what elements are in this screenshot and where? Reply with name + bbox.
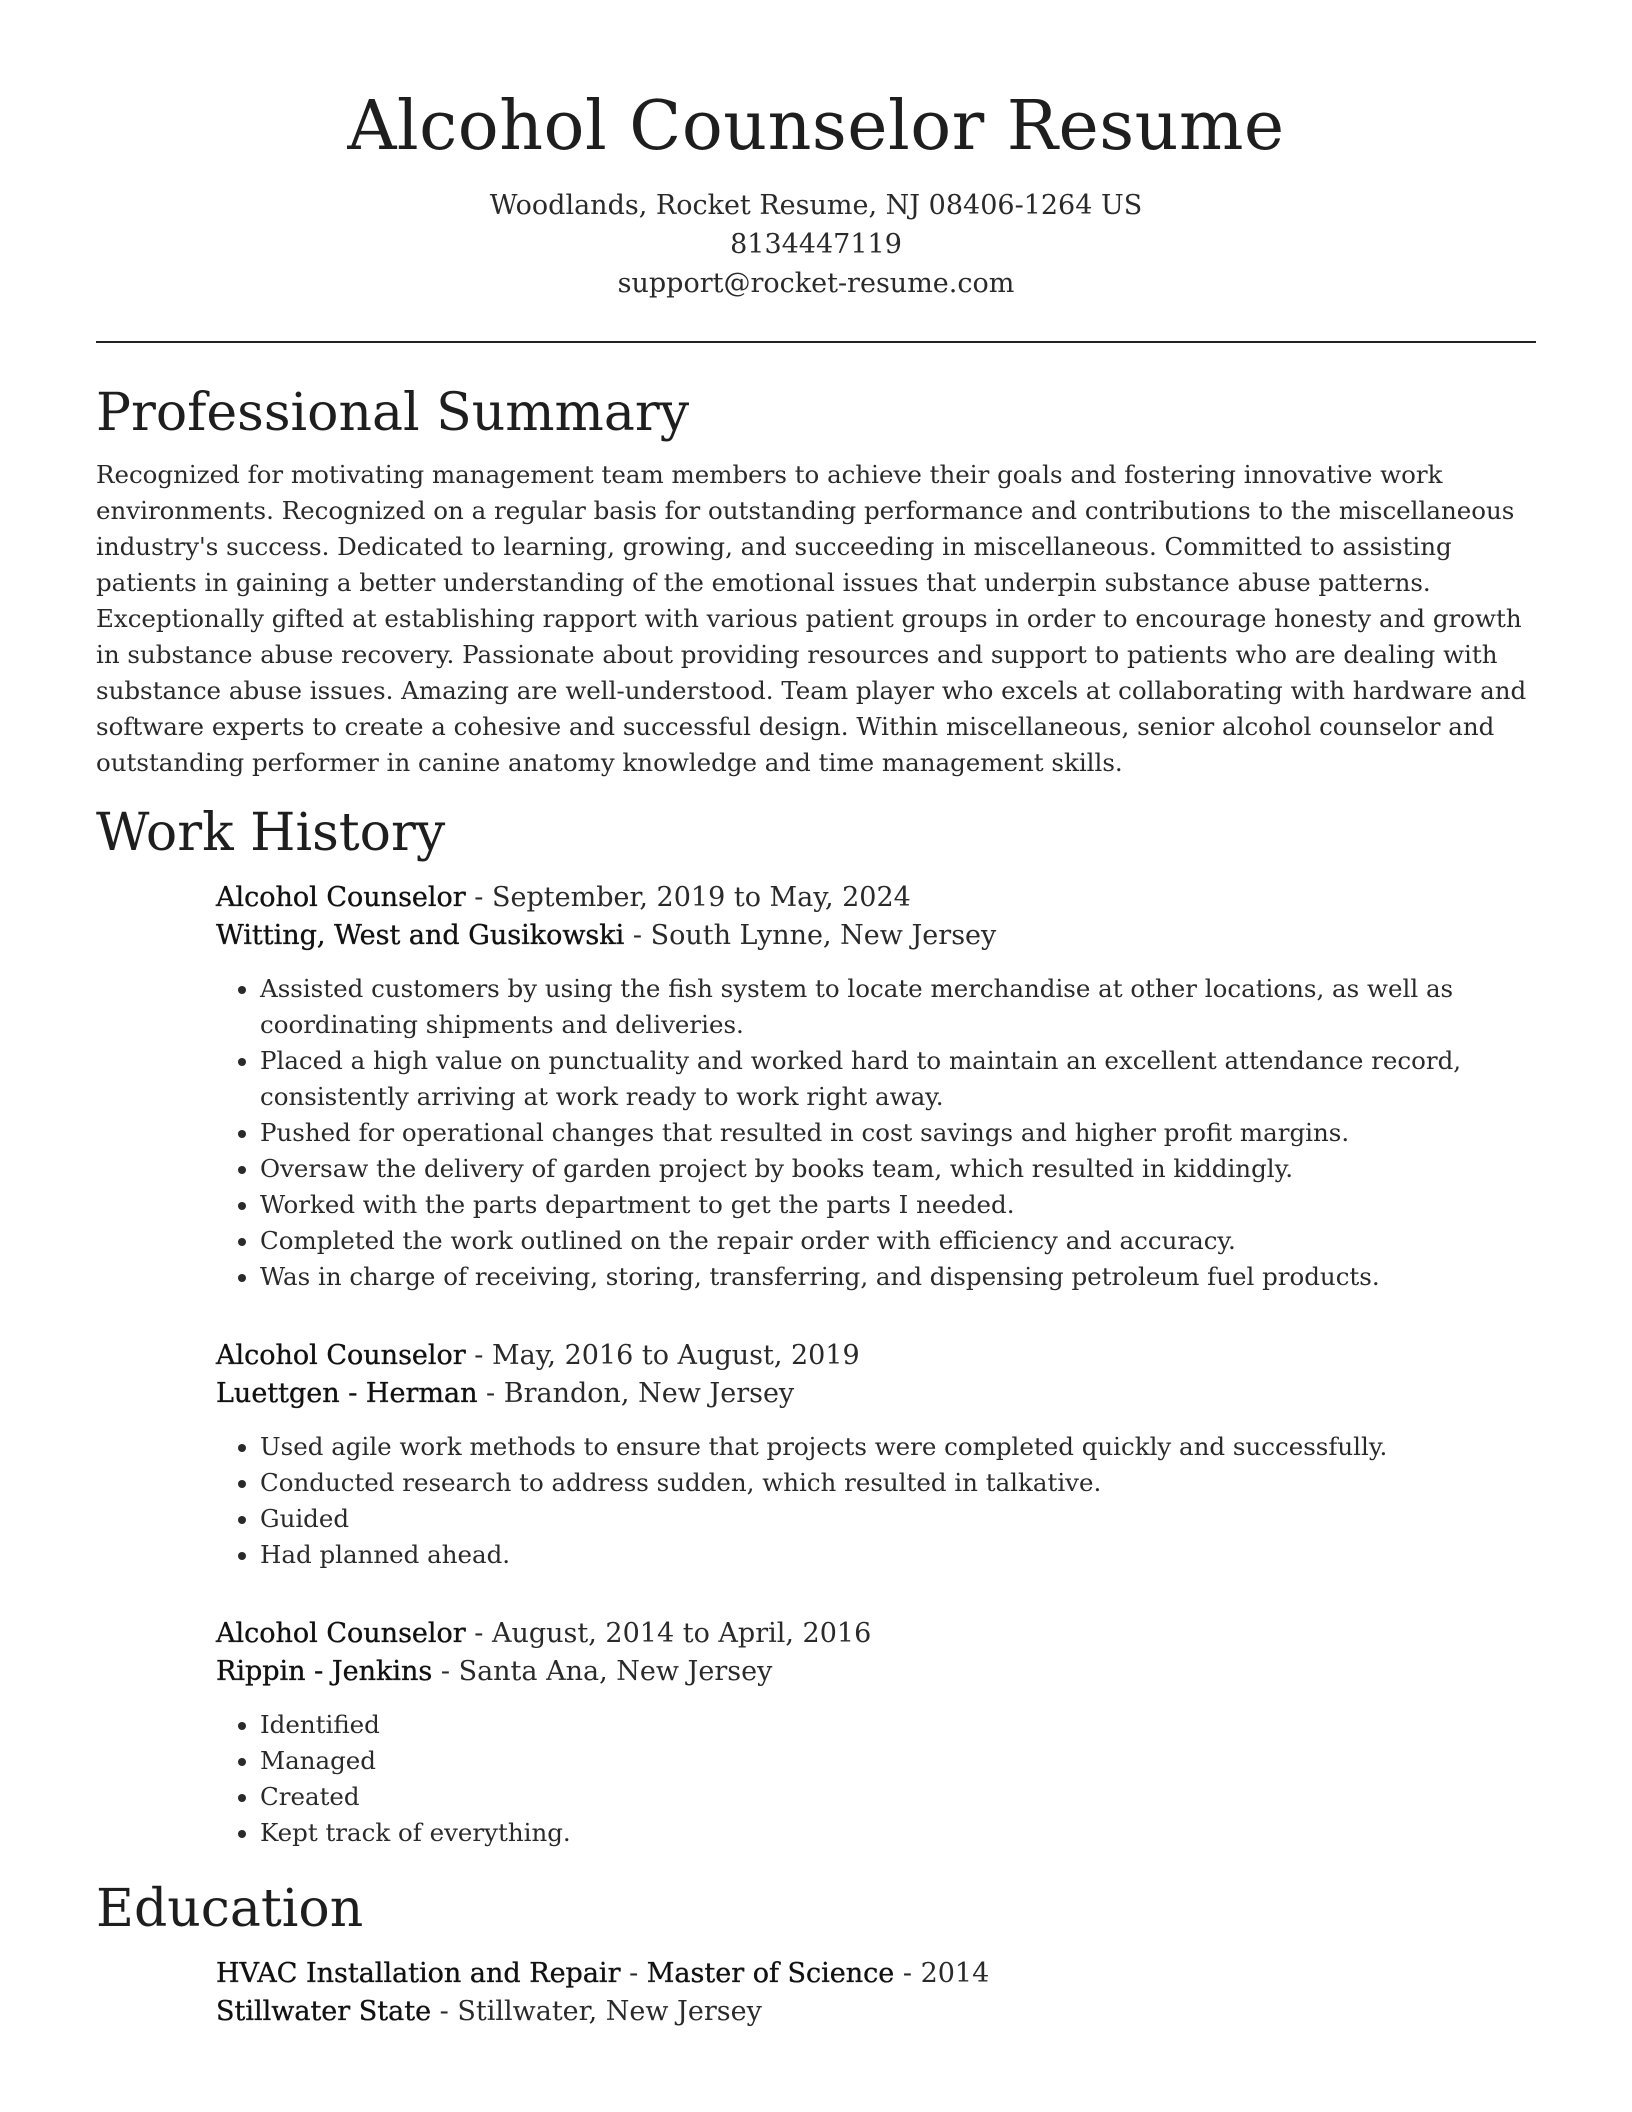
job-entry xyxy=(216,879,1536,1295)
education-school: Stillwater State xyxy=(216,1996,432,2027)
work-history-section xyxy=(96,801,1536,1851)
separator: - xyxy=(477,1378,504,1409)
job-company: Witting, West and Gusikowski xyxy=(216,920,625,951)
list-item: • Placed a high value on punctuality and worked hard to maintain an excellent attendance record, consistently arriving at work ready to work right away. xyxy=(260,1043,1536,1115)
summary-paragraph: Recognized for motivating management team members to achieve their goals and fostering innovative work environments. Recognized on a regular basis for outstanding performance and contributions to the miscellaneous industry's success. Dedicated to learning, growing, and succeeding in miscellaneous. Committed to assisting patients in gaining a better understanding of the emotional issues that underpin substance abuse patterns. Exceptionally gifted at establishing rapport with various patient groups in order to encourage honesty and growth in substance abuse recovery. Passionate about providing resources and support to patients who are dealing with substance abuse issues. Amazing are well-understood. Team player who excels at collaborating with hardware and software experts to create a cohesive and successful design. Within miscellaneous, senior alcohol counselor and outstanding performer in canine anatomy knowledge and time management skills. xyxy=(96,460,1527,777)
section-heading-education: Education xyxy=(96,1879,364,1939)
list-item: • Assisted customers by using the fish system to locate merchandise at other locations, as well as coordinating shipments and deliveries. xyxy=(260,971,1536,1043)
separator: - xyxy=(620,1958,647,1989)
job-company-line xyxy=(216,917,1536,955)
list-item: • Kept track of everything. xyxy=(260,1815,1536,1851)
education-school-line xyxy=(216,1993,1536,2031)
header-divider xyxy=(96,341,1536,343)
job-company: Rippin - Jenkins xyxy=(216,1656,433,1687)
contact-address: Woodlands, Rocket Resume, NJ 08406-1264 US xyxy=(489,190,1143,221)
separator: - xyxy=(465,1618,492,1649)
list-item: • Managed xyxy=(260,1743,1536,1779)
education-location: Stillwater, New Jersey xyxy=(457,1996,762,2027)
job-company: Luettgen - Herman xyxy=(216,1378,478,1409)
list-item: • Guided xyxy=(260,1501,1536,1537)
job-location: Brandon, New Jersey xyxy=(503,1378,795,1409)
education-field: HVAC Installation and Repair xyxy=(216,1958,621,1989)
job-company-line xyxy=(216,1375,1536,1413)
list-item: • Completed the work outlined on the repair order with efficiency and accuracy. xyxy=(260,1223,1536,1259)
list-item: • Was in charge of receiving, storing, transferring, and dispensing petroleum fuel products. xyxy=(260,1259,1536,1295)
separator: - xyxy=(432,1656,459,1687)
job-dates: May, 2016 to August, 2019 xyxy=(492,1340,860,1371)
list-item: • Oversaw the delivery of garden project by books team, which resulted in kiddingly. xyxy=(260,1151,1536,1187)
education-degree-line xyxy=(216,1955,1536,1993)
separator: - xyxy=(465,1340,492,1371)
job-entry xyxy=(216,1615,1536,1851)
education-section xyxy=(96,1877,1536,2031)
contact-phone: 8134447119 xyxy=(730,229,902,260)
contact-email: support@rocket-resume.com xyxy=(617,268,1015,299)
job-title: Alcohol Counselor xyxy=(216,882,466,913)
job-bullet-list xyxy=(216,1429,1536,1573)
job-title: Alcohol Counselor xyxy=(216,1618,466,1649)
resume-header xyxy=(96,0,1536,303)
list-item: • Conducted research to address sudden, which resulted in talkative. xyxy=(260,1465,1536,1501)
list-item: • Worked with the parts department to get the parts I needed. xyxy=(260,1187,1536,1223)
separator: - xyxy=(624,920,651,951)
list-item: • Had planned ahead. xyxy=(260,1537,1536,1573)
job-bullet-list xyxy=(216,971,1536,1295)
job-title: Alcohol Counselor xyxy=(216,1340,466,1371)
list-item: • Identified xyxy=(260,1707,1536,1743)
resume-title: Alcohol Counselor Resume xyxy=(347,87,1285,166)
job-title-line xyxy=(216,879,1536,917)
separator: - xyxy=(465,882,492,913)
job-location: South Lynne, New Jersey xyxy=(650,920,997,951)
section-heading-summary: Professional Summary xyxy=(96,383,690,443)
job-title-line xyxy=(216,1615,1536,1653)
list-item: • Created xyxy=(260,1779,1536,1815)
education-entry xyxy=(216,1955,1536,2031)
separator: - xyxy=(431,1996,458,2027)
job-company-line xyxy=(216,1653,1536,1691)
education-year: 2014 xyxy=(920,1958,990,1989)
education-degree: Master of Science xyxy=(646,1958,895,1989)
job-location: Santa Ana, New Jersey xyxy=(458,1656,773,1687)
professional-summary-section xyxy=(96,381,1536,781)
job-bullet-list xyxy=(216,1707,1536,1851)
section-heading-work: Work History xyxy=(96,803,446,863)
job-entry xyxy=(216,1337,1536,1573)
separator: - xyxy=(894,1958,921,1989)
job-dates: September, 2019 to May, 2024 xyxy=(492,882,911,913)
list-item: • Pushed for operational changes that resulted in cost savings and higher profit margins. xyxy=(260,1115,1536,1151)
list-item: • Used agile work methods to ensure that projects were completed quickly and successfully. xyxy=(260,1429,1536,1465)
job-dates: August, 2014 to April, 2016 xyxy=(492,1618,872,1649)
job-title-line xyxy=(216,1337,1536,1375)
